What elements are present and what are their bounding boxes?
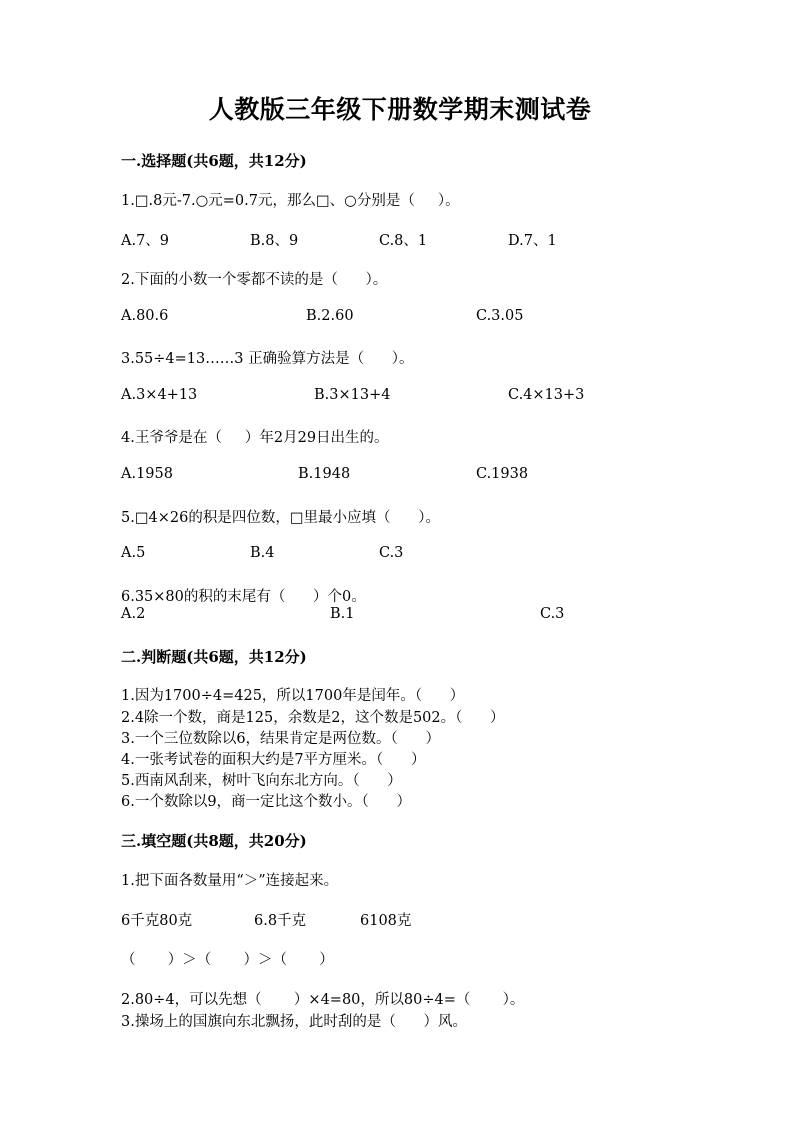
fill-value: 6108克 <box>360 913 412 929</box>
fill-value: 6千克80克 <box>121 913 193 929</box>
option: C.3.05 <box>476 308 524 324</box>
option: B.4 <box>250 545 275 561</box>
option: A.5 <box>121 545 146 561</box>
option: C.8、1 <box>379 233 428 249</box>
judge-item: 4.一张考试卷的面积大约是7平方厘米。（ ） <box>121 752 426 768</box>
section-heading-fill: 三.填空题(共8题，共20分) <box>121 832 307 850</box>
fill-blanks: （ ）＞（ ）＞（ ） <box>121 952 334 968</box>
option: C.1938 <box>476 466 529 482</box>
option: C.3 <box>540 606 565 622</box>
option: B.1948 <box>298 466 351 482</box>
fill-question: 3.操场上的国旗向东北飘扬，此时刮的是（ ）风。 <box>121 1014 467 1030</box>
judge-item: 1.因为1700÷4=425，所以1700年是闰年。（ ） <box>121 688 465 704</box>
question-text: 4.王爷爷是在（ ）年2月29日出生的。 <box>121 430 389 446</box>
option: D.7、1 <box>508 233 557 249</box>
option: A.80.6 <box>121 308 169 324</box>
option: B.2.60 <box>306 308 354 324</box>
question-text: 2.下面的小数一个零都不读的是（ ）。 <box>121 272 388 288</box>
question-text: 1.□.8元-7.○元=0.7元，那么□、○分别是（ ）。 <box>121 193 460 209</box>
judge-item: 5.西南风刮来，树叶飞向东北方向。（ ） <box>121 773 402 789</box>
option: B.3×13+4 <box>314 387 391 403</box>
option: A.1958 <box>121 466 173 482</box>
fill-value: 6.8千克 <box>254 913 307 929</box>
judge-item: 2.4除一个数，商是125，余数是2，这个数是502。（ ） <box>121 710 505 726</box>
option: B.1 <box>330 606 355 622</box>
fill-question: 1.把下面各数量用“＞”连接起来。 <box>121 873 339 889</box>
question-text: 3.55÷4=13……3 正确验算方法是（ ）。 <box>121 351 414 367</box>
option: B.8、9 <box>250 233 299 249</box>
option: A.7、9 <box>121 233 170 249</box>
option: A.3×4+13 <box>121 387 198 403</box>
judge-item: 6.一个数除以9，商一定比这个数小。（ ） <box>121 794 411 810</box>
option: A.2 <box>121 606 146 622</box>
option: C.3 <box>379 545 404 561</box>
option: C.4×13+3 <box>508 387 585 403</box>
question-text: 5.□4×26的积是四位数，□里最小应填（ ）。 <box>121 510 440 526</box>
section-heading-choice: 一.选择题(共6题，共12分) <box>121 152 307 170</box>
fill-question: 2.80÷4，可以先想（ ）×4=80，所以80÷4=（ ）。 <box>121 992 525 1008</box>
section-heading-judge: 二.判断题(共6题，共12分) <box>121 648 307 666</box>
judge-item: 3.一个三位数除以6，结果肯定是两位数。（ ） <box>121 731 440 747</box>
page-title: 人教版三年级下册数学期末测试卷 <box>208 95 592 124</box>
question-text: 6.35×80的积的末尾有（ ）个0。 <box>121 589 366 605</box>
